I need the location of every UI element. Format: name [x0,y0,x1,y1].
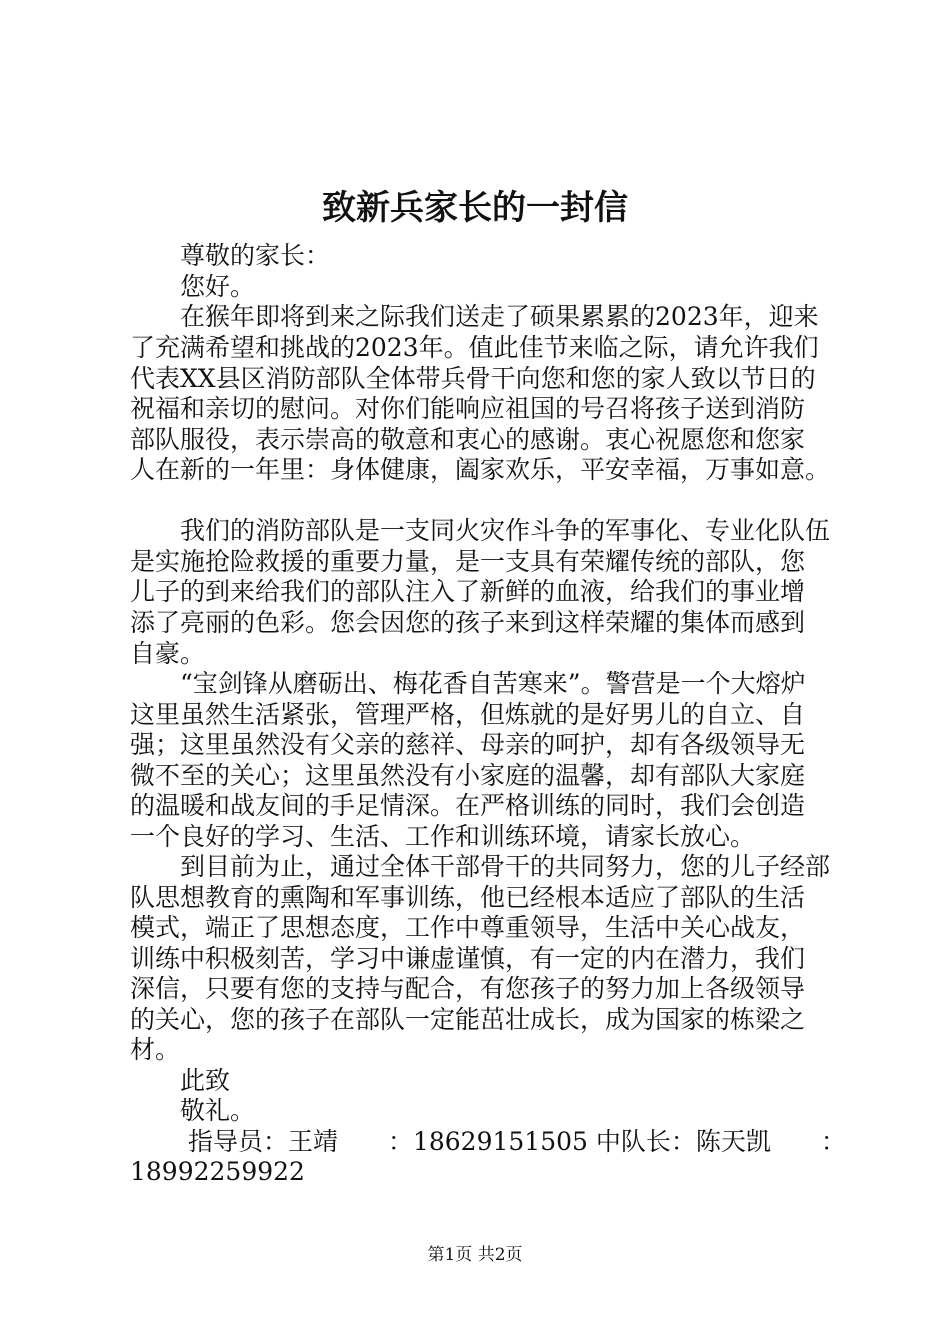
paragraph-3-line: “宝剑锋从磨砺出、梅花香自苦寒来”。警营是一个大熔炉 [130,669,806,698]
salutation: 尊敬的家长： [130,241,331,270]
paragraph-3-line: 的温暖和战友间的手足情深。在严格训练的同时，我们会创造 [130,791,806,820]
document-title: 致新兵家长的一封信 [322,188,628,228]
paragraph-3-line: 这里虽然生活紧张，管理严格，但炼就的是好男儿的自立、自 [130,700,806,729]
paragraph-1-line: 人在新的一年里：身体健康，阖家欢乐，平安幸福，万事如意。 [130,455,831,484]
paragraph-1-line: 祝福和亲切的慰问。对你们能响应祖国的号召将孩子送到消防 [130,394,806,423]
paragraph-4-line: 材。 [130,1035,181,1064]
paragraph-2-line: 自豪。 [130,639,206,668]
paragraph-3-line: 微不至的关心；这里虽然没有小家庭的温馨，却有部队大家庭 [130,761,806,790]
paragraph-3-line: 一个良好的学习、生活、工作和训练环境，请家长放心。 [130,822,756,851]
paragraph-4-line: 的关心，您的孩子在部队一定能茁壮成长，成为国家的栋梁之 [130,1005,806,1034]
paragraph-3-line: 强；这里虽然没有父亲的慈祥、母亲的呵护，却有各级领导无 [130,730,806,759]
paragraph-2-line: 添了亮丽的色彩。您会因您的孩子来到这样荣耀的集体而感到 [130,608,806,637]
paragraph-1-line: 代表XX县区消防部队全体带兵骨干向您和您的家人致以节日的 [130,364,816,393]
page-number: 第1页 共2页 [427,1245,523,1265]
paragraph-1-line: 在猴年即将到来之际我们送走了硕果累累的2023年，迎来 [130,302,819,331]
signature-contacts: 指导员：王靖 ：18629151505 中队长：陈天凯 ： [130,1127,846,1156]
paragraph-1-line: 部队服役，表示崇高的敬意和衷心的感谢。衷心祝愿您和您家 [130,425,806,454]
paragraph-2-line: 儿子的到来给我们的部队注入了新鲜的血液，给我们的事业增 [130,577,806,606]
paragraph-4-line: 队思想教育的熏陶和军事训练，他已经根本适应了部队的生活 [130,883,806,912]
signature-phone: 18992259922 [130,1157,305,1186]
closing-cizhi: 此致 [130,1066,231,1095]
paragraph-4-line: 到目前为止，通过全体干部骨干的共同努力，您的儿子经部 [130,852,831,881]
paragraph-4-line: 模式，端正了思想态度，工作中尊重领导，生活中关心战友， [130,913,806,942]
closing-jingli: 敬礼。 [130,1096,256,1125]
paragraph-4-line: 训练中积极刻苦，学习中谦虚谨慎，有一定的内在潜力，我们 [130,944,806,973]
paragraph-2-line: 是实施抢险救援的重要力量，是一支具有荣耀传统的部队，您 [130,547,806,576]
paragraph-2-line: 我们的消防部队是一支同火灾作斗争的军事化、专业化队伍 [130,516,831,545]
paragraph-4-line: 深信，只要有您的支持与配合，有您孩子的努力加上各级领导 [130,974,806,1003]
paragraph-1-line: 了充满希望和挑战的2023年。值此佳节来临之际，请允许我们 [130,333,819,362]
greeting: 您好。 [130,272,256,301]
